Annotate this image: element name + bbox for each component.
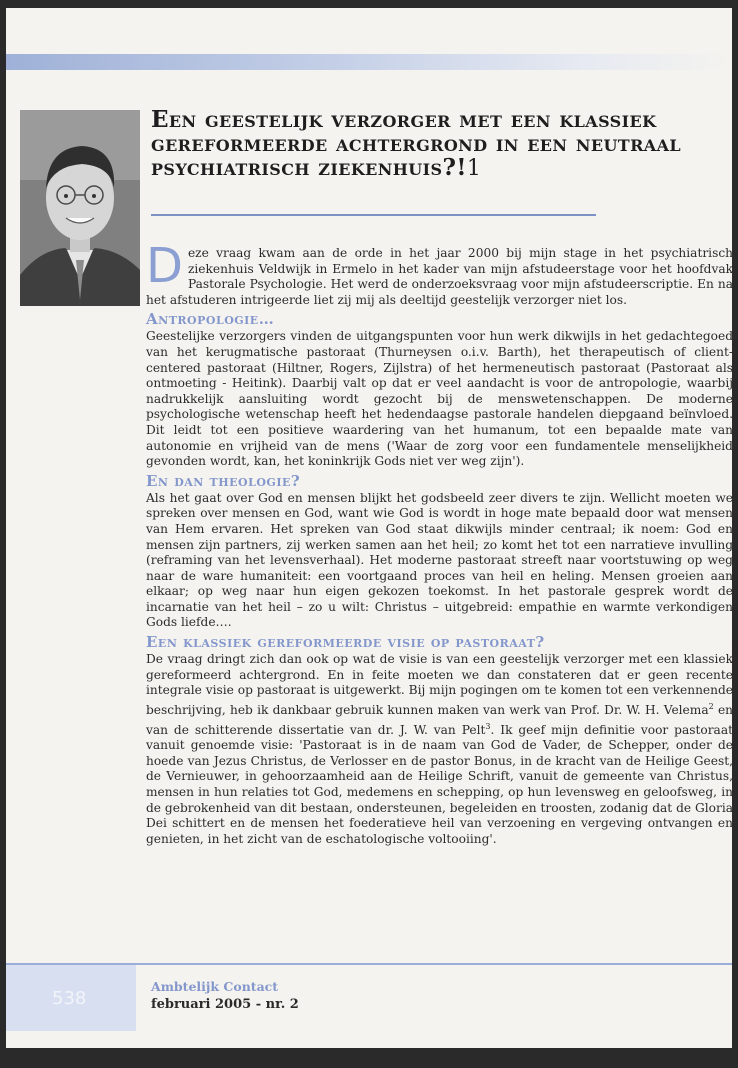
author-photo [20,110,140,306]
title-footnote-mark: 1 [466,156,482,181]
pastoraat-text-part-1: De vraag dringt zich dan ook op wat de visie is van een geestelijk verzorger met een klassiek gereformeerd achtergrond. En in feite moeten we dan constateren dat er geen recente integrale visie op pastoraat is uitgewerkt. Bij mijn pogingen om te komen tot een verkennende beschrijving, heb ik dankbaar gebruik kunnen maken van werk van Prof. Dr. W. H. Velema [146,652,733,717]
section-heading-pastoraat: Een klassiek gereformeerde visie op pastoraat? [146,633,545,652]
pastoraat-text-part-3: . Ik geef mijn definitie voor pastoraat vanuit genoemde visie: 'Pastoraat is in de naam van God de Vader, de Schepper, onder de hoede van Jezus Christus, de Verlosser en de pastor Bonus, in de kracht van de Heilige Geest, de Vernieuwer, in gehoorzaamheid aan de Heilige Schrift, vanuit de gemeente van Christus, mensen in hun relaties tot God, medemens en schepping, op hun levensweg en geloofsweg, in de gebrokenheid van dit bestaan, ondersteunen, begeleiden en troosten, zodanig dat de Gloria Dei schittert en de mensen het foederatieve heil van verzoening en vergeving ontvangen en genieten, in het zicht van de eschatologische voltooiing'. [146,722,733,846]
section-text-antropologie: Geestelijke verzorgers vinden de uitgangspunten voor hun werk dikwijls in het gedachtegoed van het kerugmatische pastoraat (Thurneysen o.i.v. Barth), het therapeutisch of client-centered pastoraat (Hiltner, Rogers, Zijlstra) of het hermeneutisch pastoraat (Pastoraat als ontmoeting - Heitink). Daarbij valt op dat er veel aandacht is voor de antropologie, waarbij nadrukkelijk aansluiting wordt gezocht bij de menswetenschappen. De moderne psychologische wetenschap heeft het hedendaagse pastorale handelen diepgaand beïnvloed. Dit leidt tot een positieve waardering van het humanum, tot een bepaalde mate van autonomie en vrijheid van de mens ('Waar de zorg voor een fundamentele menselijkheid gevonden wordt, kan, het koninkrijk Gods niet ver weg zijn'). [146,329,733,469]
journal-name: Ambtelijk Contact [151,979,279,994]
title-underline [151,214,596,216]
section-heading-theologie: En dan theologie? [146,471,301,490]
article-title-text: Een geestelijk verzorger met een klassiek gereformeerde achtergrond in een neutraal psychiatrisch ziekenhuis?! [151,106,682,181]
header-color-band [6,54,732,70]
author-portrait-illustration [20,110,140,306]
intro-paragraph [146,238,733,308]
section-text-theologie: Als het gaat over God en mensen blijkt het godsbeeld zeer divers te zijn. Wellicht moeten we spreken over mensen en God, want wie God is wordt in hoge mate bepaald door wat mensen van Hem ervaren. Het spreken van God staat dikwijls minder centraal; ik noem: God en mensen zijn partners, zij werken samen aan het heil; zo komt het tot een narratieve invulling (reframing van het levensverhaal). Het moderne pastoraat streeft naar voortstuwing op weg naar de ware humaniteit: een voortgaand proces van heil en heling. Mensen groeien aan elkaar; op weg naar hun eigen gekozen toekomst. In het pastorale gesprek wordt de incarnatie van het heil – zo u wilt: Christus – uitgebreid: empathie en warmte verkondigen Gods liefde…. [146,490,733,630]
section-heading-antropologie: Antropologie… [146,310,275,329]
page [6,8,732,1048]
article-body [146,238,734,847]
page-number: 538 [52,988,87,1009]
pastoraat-text-part-2: en van de schitterende dissertatie van dr. J. W. van Pelt [146,702,734,737]
footnote-ref-3: 3 [485,721,491,731]
footnote-ref-2: 2 [708,701,714,711]
article-title [151,108,711,181]
section-text-pastoraat [146,652,733,847]
journal-issue: februari 2005 - nr. 2 [151,997,299,1012]
drop-cap: D [146,238,183,294]
intro-text: eze vraag kwam aan de orde in het jaar 2000 bij mijn stage in het psychiatrisch ziekenhuis Veldwijk in Ermelo in het kader van mijn afstudeerstage voor het hoofdvak Pastorale Psychologie. Het werd de onderzoeksvraag voor mijn afstudeerscriptie. En na het afstuderen intrigeerde liet zij mij als deeltijd geestelijk verzorger niet los. [146,246,733,307]
